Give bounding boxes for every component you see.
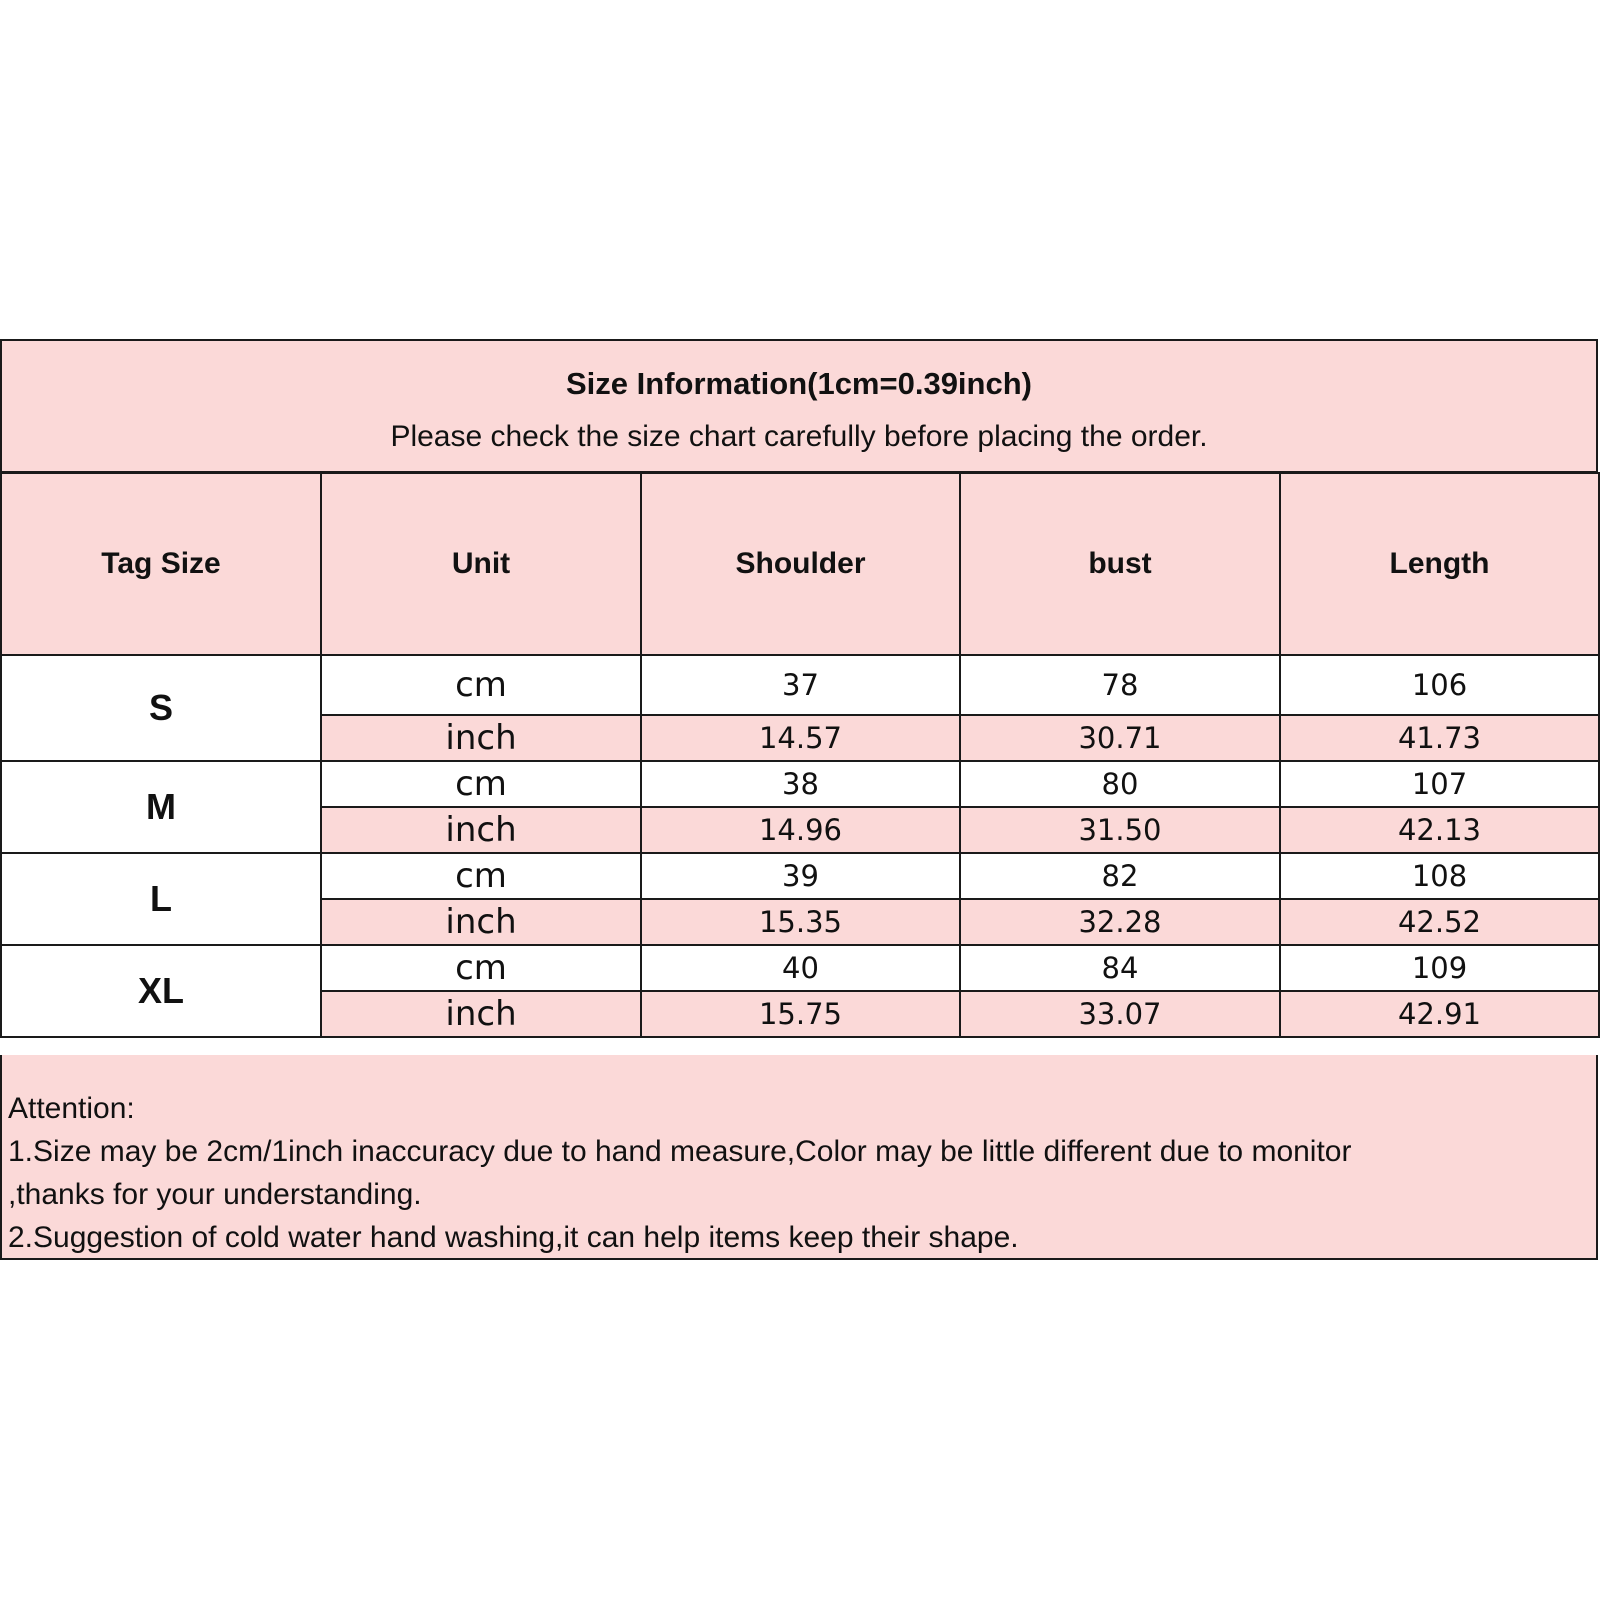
header-bust: bust [960,473,1280,655]
unit-cell: inch [321,715,641,761]
bust-cell: 32.28 [960,899,1280,945]
shoulder-cell: 40 [641,945,960,991]
bust-cell: 78 [960,655,1280,715]
notes-text [8,1087,1351,1259]
title-row [0,339,1598,407]
header-unit: Unit [321,473,641,655]
size-table [0,472,1600,1038]
shoulder-cell: 38 [641,761,960,807]
attention-notes [0,1055,1598,1260]
length-cell: 109 [1280,945,1599,991]
unit-cell: inch [321,899,641,945]
shoulder-cell: 37 [641,655,960,715]
tag-size-cell: S [1,655,321,761]
tag-size-cell: XL [1,945,321,1037]
note-line-1-continued: ,thanks for your understanding. [8,1178,422,1211]
tag-size-cell: M [1,761,321,853]
length-cell: 42.13 [1280,807,1599,853]
bust-cell: 84 [960,945,1280,991]
bust-cell: 82 [960,853,1280,899]
notes-heading: Attention: [8,1092,135,1125]
unit-cell: inch [321,807,641,853]
unit-cell: cm [321,853,641,899]
unit-cell: cm [321,945,641,991]
table-row [1,945,1599,991]
bust-cell: 30.71 [960,715,1280,761]
length-cell: 42.52 [1280,899,1599,945]
notice-row [0,405,1598,473]
bust-cell: 31.50 [960,807,1280,853]
shoulder-cell: 15.75 [641,991,960,1037]
shoulder-cell: 14.57 [641,715,960,761]
unit-cell: inch [321,991,641,1037]
table-row [1,761,1599,807]
table-row [1,655,1599,715]
header-length: Length [1280,473,1599,655]
note-line-2: 2.Suggestion of cold water hand washing,it can help items keep their shape. [8,1221,1019,1254]
header-tag-size: Tag Size [1,473,321,655]
length-cell: 106 [1280,655,1599,715]
tag-size-cell: L [1,853,321,945]
length-cell: 108 [1280,853,1599,899]
length-cell: 41.73 [1280,715,1599,761]
shoulder-cell: 39 [641,853,960,899]
header-row [1,473,1599,655]
note-line-1: 1.Size may be 2cm/1inch inaccuracy due to hand measure,Color may be little different due to monitor [8,1135,1352,1168]
notice-text: Please check the size chart carefully before placing the order. [390,420,1208,453]
shoulder-cell: 15.35 [641,899,960,945]
header-shoulder: Shoulder [641,473,960,655]
length-cell: 107 [1280,761,1599,807]
bust-cell: 80 [960,761,1280,807]
unit-cell: cm [321,655,641,715]
table-row [1,853,1599,899]
length-cell: 42.91 [1280,991,1599,1037]
size-chart [0,339,1600,1260]
chart-title: Size Information(1cm=0.39inch) [566,366,1032,401]
bust-cell: 33.07 [960,991,1280,1037]
shoulder-cell: 14.96 [641,807,960,853]
unit-cell: cm [321,761,641,807]
